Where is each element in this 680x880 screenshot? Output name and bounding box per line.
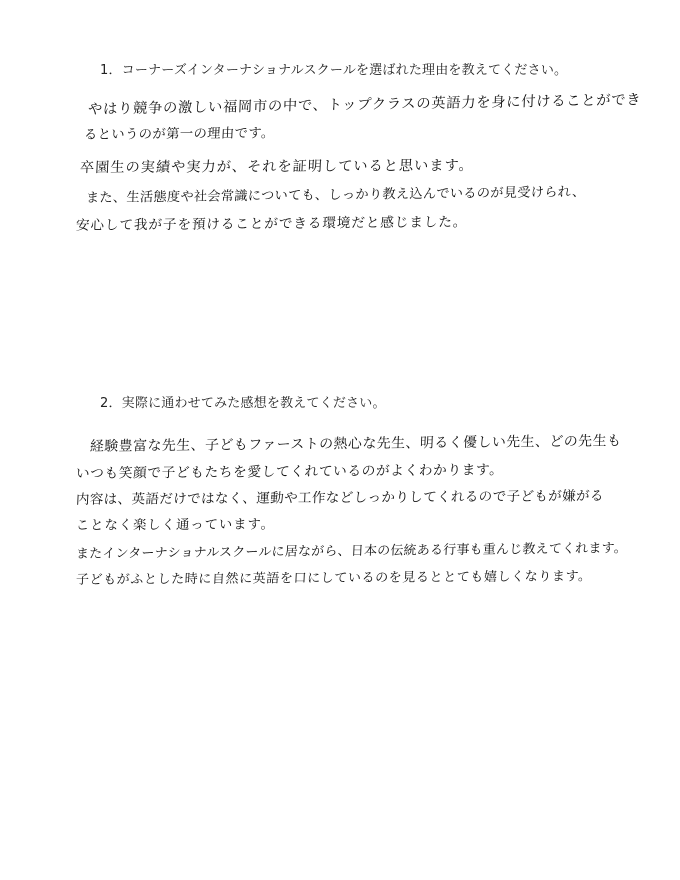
answer-1-line-3: 卒園生の実績や実力が、それを証明していると思います。 (79, 157, 475, 177)
answer-1-line-1: やはり競争の激しい福岡市の中で、トップクラスの英語力を身に付けることができ (87, 92, 642, 118)
answer-2-line-5: またインターナショナルスクールに居ながら、日本の伝統ある行事も重んじ教えてくれます。 (75, 541, 628, 562)
answer-2-line-2: いつも笑顔で子どもたちを愛してくれているのがよくわかります。 (75, 462, 504, 482)
answer-1-line-2: るというのが第一の理由です。 (83, 126, 275, 143)
question-2-label: 2．実際に通わせてみた感想を教えてください。 (100, 396, 386, 411)
answer-2-line-4: ことなく楽しく通っています。 (75, 517, 276, 534)
answer-2-line-1: 経験豊富な先生、子どもファーストの熱心な先生、明るく優しい先生、どの先生も (89, 433, 622, 455)
answer-1-line-5: 安心して我が子を預けることができる環境だと感じました。 (75, 214, 468, 234)
question-1-label: 1．コーナーズインターナショナルスクールを選ばれた理由を教えてください。 (100, 63, 568, 78)
answer-2-line-6: 子どもがふとした時に自然に英語を口にしているのを見るととても嬉しくなります。 (75, 569, 593, 588)
answer-1-line-4: また、生活態度や社会常識についても、しっかり教え込んでいるのが見受けられ、 (85, 184, 586, 207)
answer-2-line-3: 内容は、英語だけではなく、運動や工作などしっかりしてくれるので子どもが嫌がる (75, 488, 605, 508)
